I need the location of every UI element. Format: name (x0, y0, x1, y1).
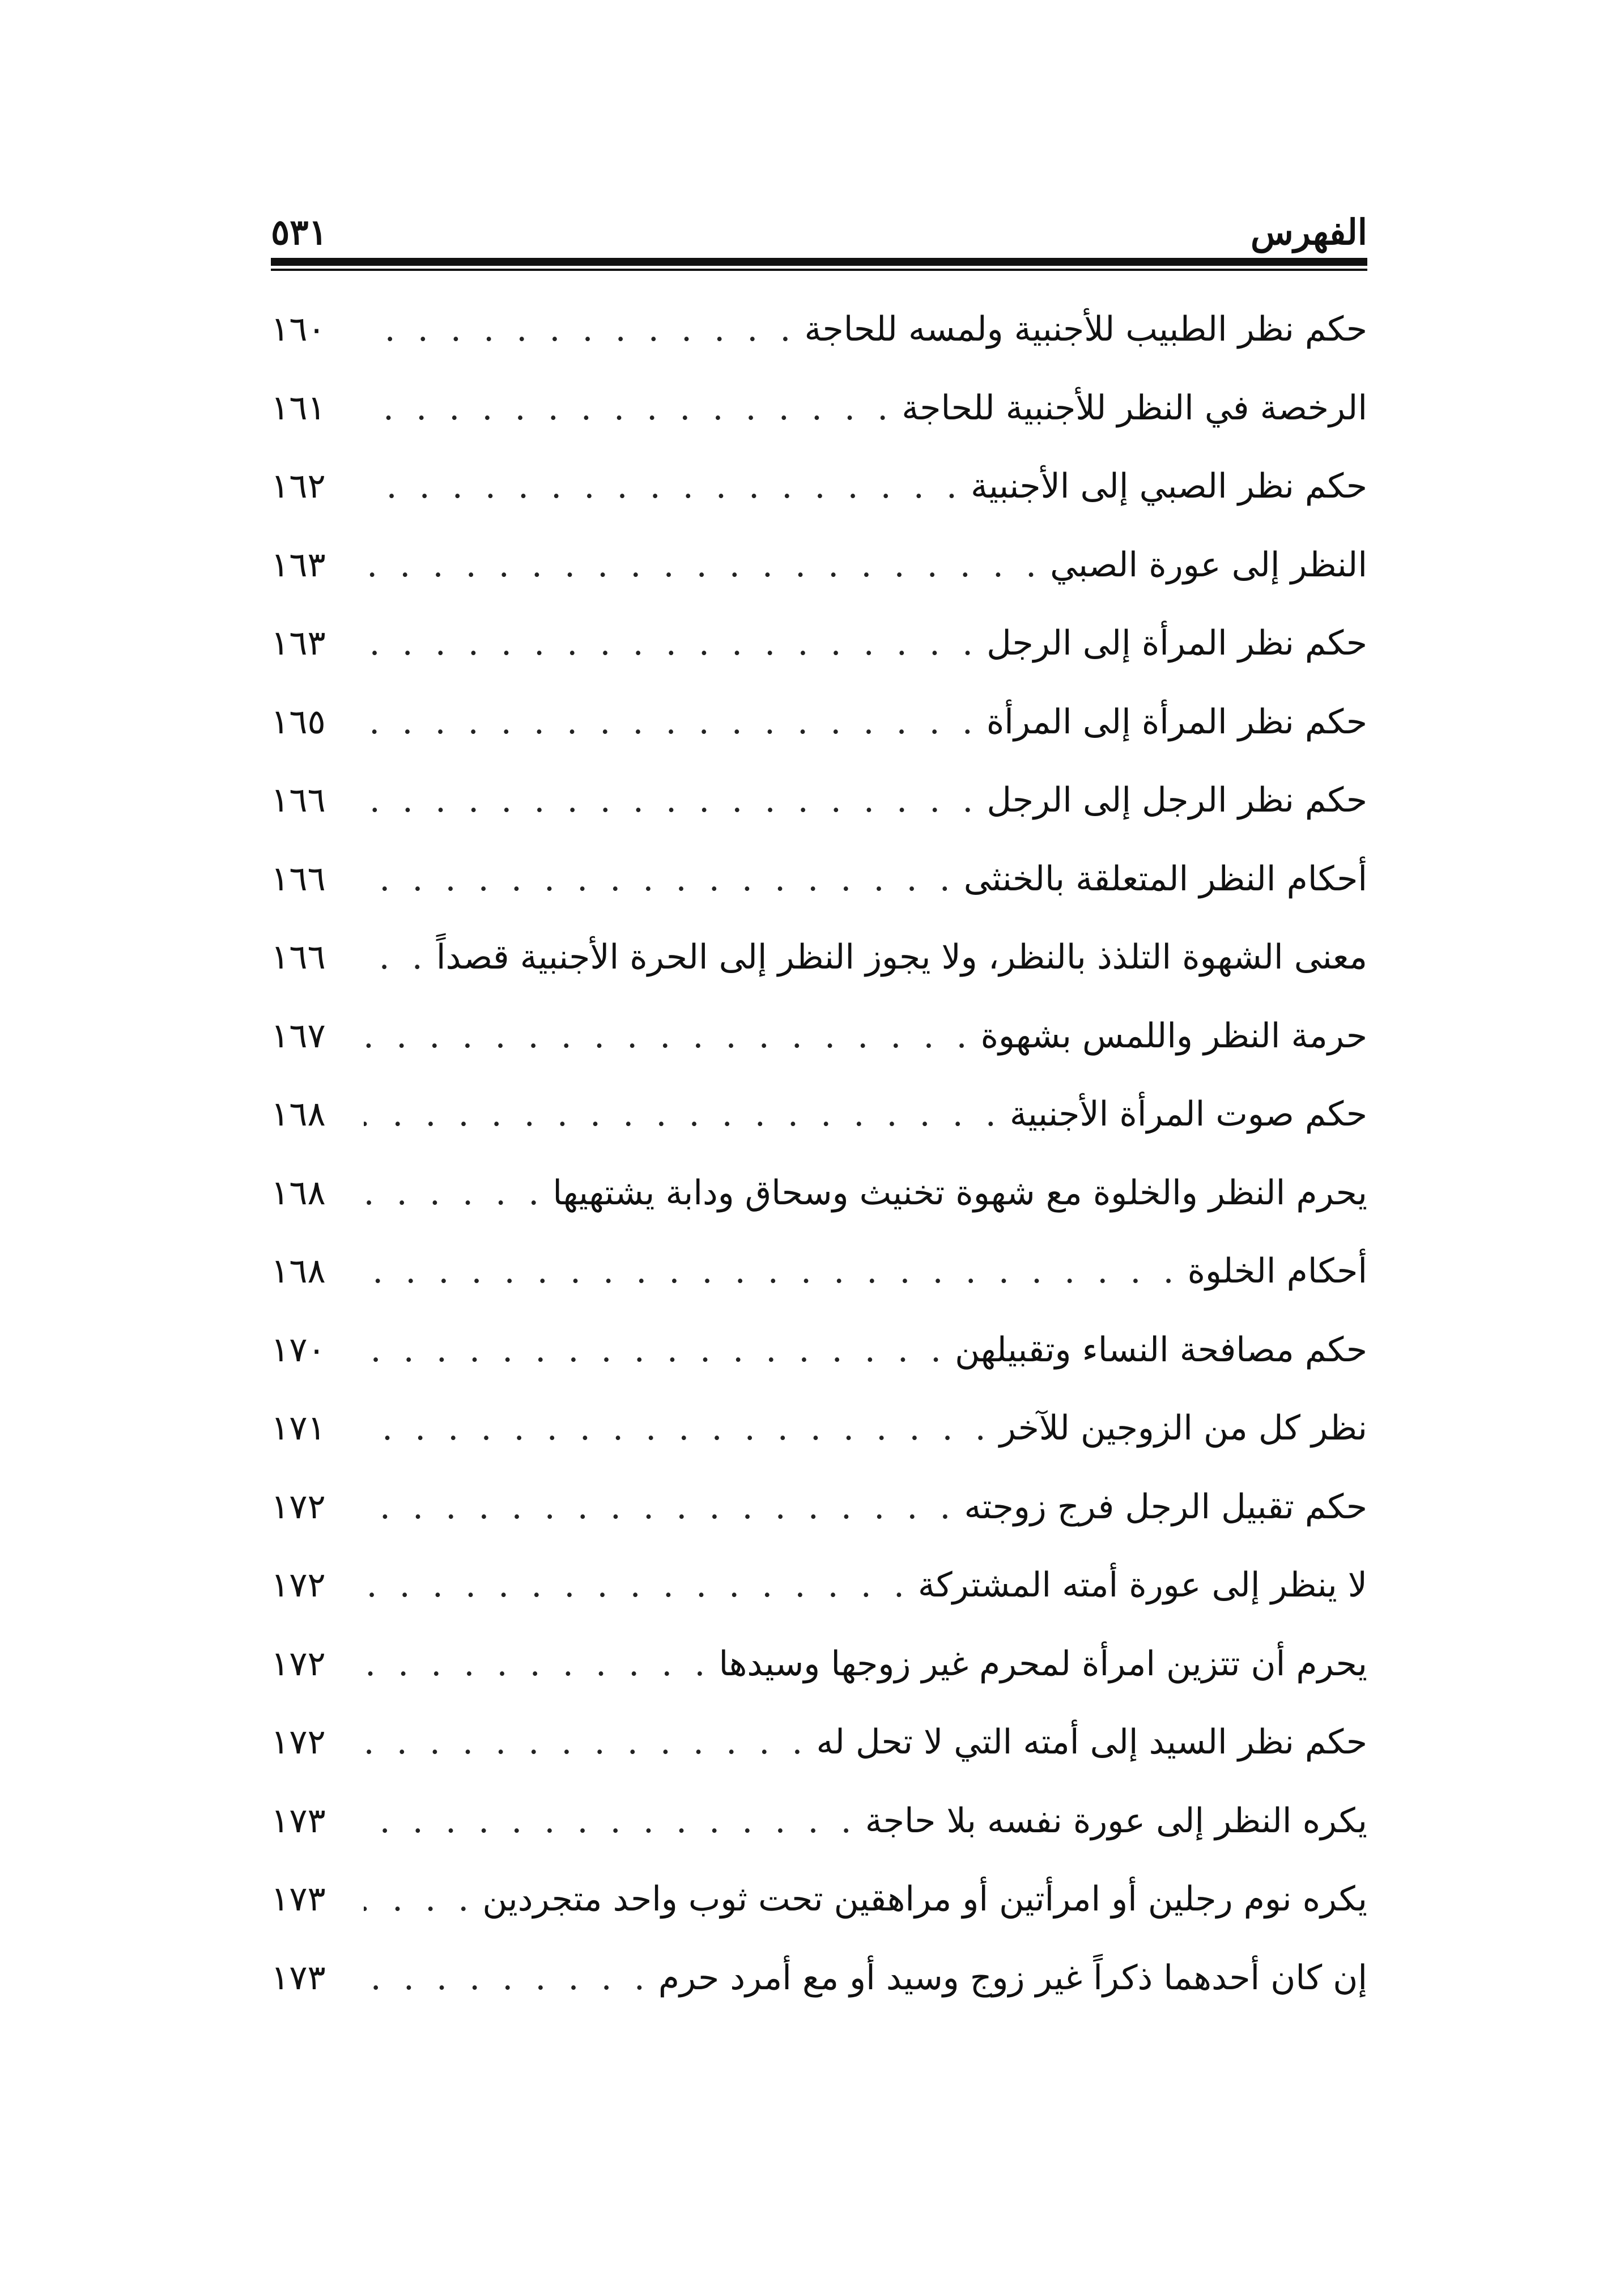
toc-entry (271, 1625, 1367, 1704)
toc-entry-title: حكم مصافحة النساء وتقبيلهن (955, 1330, 1367, 1370)
dot-leader (364, 997, 973, 1075)
toc-entry-title: نظر كل من الزوجين للآخر (999, 1408, 1367, 1448)
toc-entry (271, 997, 1367, 1076)
toc-entry (271, 1311, 1367, 1390)
toc-entry-title: النظر إلى عورة الصبي (1050, 545, 1367, 585)
toc-entry (271, 1860, 1367, 1939)
toc-entry-page: ١٦١ (271, 388, 326, 428)
toc-entry (271, 1389, 1367, 1468)
dot-leader (364, 1860, 474, 1938)
toc-entry-title: معنى الشهوة التلذذ بالنظر، ولا يجوز النظر إلى الحرة الأجنبية قصداً (436, 937, 1367, 977)
toc-entry-title: يحرم أن تتزين امرأة لمحرم غير زوجها وسيدها (719, 1644, 1367, 1684)
toc-entry-page: ١٧٠ (271, 1330, 326, 1370)
toc-entry (271, 761, 1367, 840)
toc-entry-page: ١٧٢ (271, 1722, 326, 1762)
dot-leader (364, 1546, 910, 1624)
dot-leader (364, 1232, 1180, 1310)
dot-leader (364, 369, 894, 447)
toc-entry-title: حكم صوت المرأة الأجنبية (1009, 1094, 1367, 1134)
toc-entry-page: ١٦٠ (271, 309, 326, 349)
toc-entry (271, 1468, 1367, 1547)
toc-entry (271, 604, 1367, 683)
toc-entry (271, 290, 1367, 369)
dot-leader (364, 1311, 947, 1389)
dot-leader (364, 1154, 545, 1232)
toc-entry-page: ١٦٣ (271, 623, 326, 663)
header-rule-thin (271, 269, 1367, 271)
toc-entry-title: يكره نوم رجلين أو امرأتين أو مراهقين تحت ثوب واحد متجردين (482, 1879, 1367, 1919)
dot-leader (364, 290, 796, 368)
toc-entry (271, 1232, 1367, 1311)
dot-leader (364, 1468, 956, 1546)
toc-entry-title: حكم نظر الطبيب للأجنبية ولمسه للحاجة (804, 309, 1367, 349)
toc-entry-title: حكم نظر الصبي إلى الأجنبية (971, 466, 1367, 506)
toc-entry-page: ١٧١ (271, 1408, 326, 1448)
toc-entry-title: حكم نظر السيد إلى أمته التي لا تحل له (816, 1722, 1367, 1762)
toc-entry-page: ١٦٦ (271, 937, 326, 977)
dot-leader (364, 1389, 992, 1467)
toc-entry-title: حرمة النظر واللمس بشهوة (980, 1016, 1367, 1056)
toc-entry (271, 1782, 1367, 1861)
toc-entry-title: إن كان أحدهما ذكراً غير زوج وسيد أو مع أمرد حرم (658, 1957, 1367, 1998)
toc-entry-title: يحرم النظر والخلوة مع شهوة تخنيث وسحاق ودابة يشتهيها (552, 1173, 1367, 1213)
dot-leader (364, 604, 979, 682)
toc-entry-page: ١٦٨ (271, 1094, 326, 1134)
toc-entry-title: لا ينظر إلى عورة أمته المشتركة (917, 1565, 1367, 1605)
toc-entry (271, 526, 1367, 605)
toc-entry-title: الرخصة في النظر للأجنبية للحاجة (902, 388, 1367, 428)
toc-entry-title: أحكام النظر المتعلقة بالخنثى (963, 859, 1367, 899)
dot-leader (364, 1782, 857, 1860)
table-of-contents (271, 290, 1367, 2017)
toc-entry (271, 369, 1367, 448)
running-header (271, 210, 1367, 261)
toc-entry (271, 840, 1367, 919)
toc-entry (271, 1703, 1367, 1782)
dot-leader (364, 1703, 809, 1781)
toc-entry-title: حكم نظر الرجل إلى الرجل (987, 780, 1367, 820)
dot-leader (364, 840, 956, 918)
toc-entry-page: ١٦٨ (271, 1251, 326, 1291)
toc-entry-page: ١٧٢ (271, 1644, 326, 1684)
dot-leader (364, 447, 963, 525)
toc-entry-title: حكم تقبيل الرجل فرج زوجته (964, 1487, 1367, 1527)
toc-entry (271, 447, 1367, 526)
toc-entry-page: ١٧٢ (271, 1487, 326, 1527)
header-rule-thick (271, 258, 1367, 266)
dot-leader (364, 1939, 651, 2017)
toc-entry-page: ١٧٢ (271, 1565, 326, 1605)
toc-entry-page: ١٦٦ (271, 859, 326, 899)
toc-entry (271, 1939, 1367, 2018)
toc-entry-title: حكم نظر المرأة إلى المرأة (986, 702, 1367, 742)
toc-entry-page: ١٦٢ (271, 466, 326, 506)
toc-entry-page: ١٧٣ (271, 1957, 326, 1998)
toc-entry-page: ١٦٦ (271, 780, 326, 820)
toc-entry-page: ١٦٧ (271, 1016, 326, 1056)
toc-entry-page: ١٦٥ (271, 702, 326, 742)
dot-leader (364, 683, 979, 761)
toc-entry (271, 918, 1367, 997)
dot-leader (364, 761, 979, 839)
header-title: الفهرس (1251, 211, 1367, 253)
toc-entry-page: ١٦٨ (271, 1173, 326, 1213)
toc-entry-title: أحكام الخلوة (1187, 1251, 1367, 1291)
toc-entry-page: ١٧٣ (271, 1879, 326, 1919)
toc-entry-page: ١٧٣ (271, 1801, 326, 1841)
toc-entry-page: ١٦٣ (271, 545, 326, 585)
toc-entry (271, 1154, 1367, 1233)
dot-leader (364, 1625, 711, 1703)
toc-entry (271, 1075, 1367, 1154)
dot-leader (364, 526, 1042, 604)
toc-entry (271, 1546, 1367, 1625)
toc-entry (271, 683, 1367, 762)
header-page-number: ٥٣١ (271, 211, 328, 253)
dot-leader (364, 1075, 1002, 1153)
dot-leader (364, 918, 428, 996)
toc-entry-title: يكره النظر إلى عورة نفسه بلا حاجة (865, 1801, 1367, 1841)
toc-entry-title: حكم نظر المرأة إلى الرجل (987, 623, 1367, 663)
